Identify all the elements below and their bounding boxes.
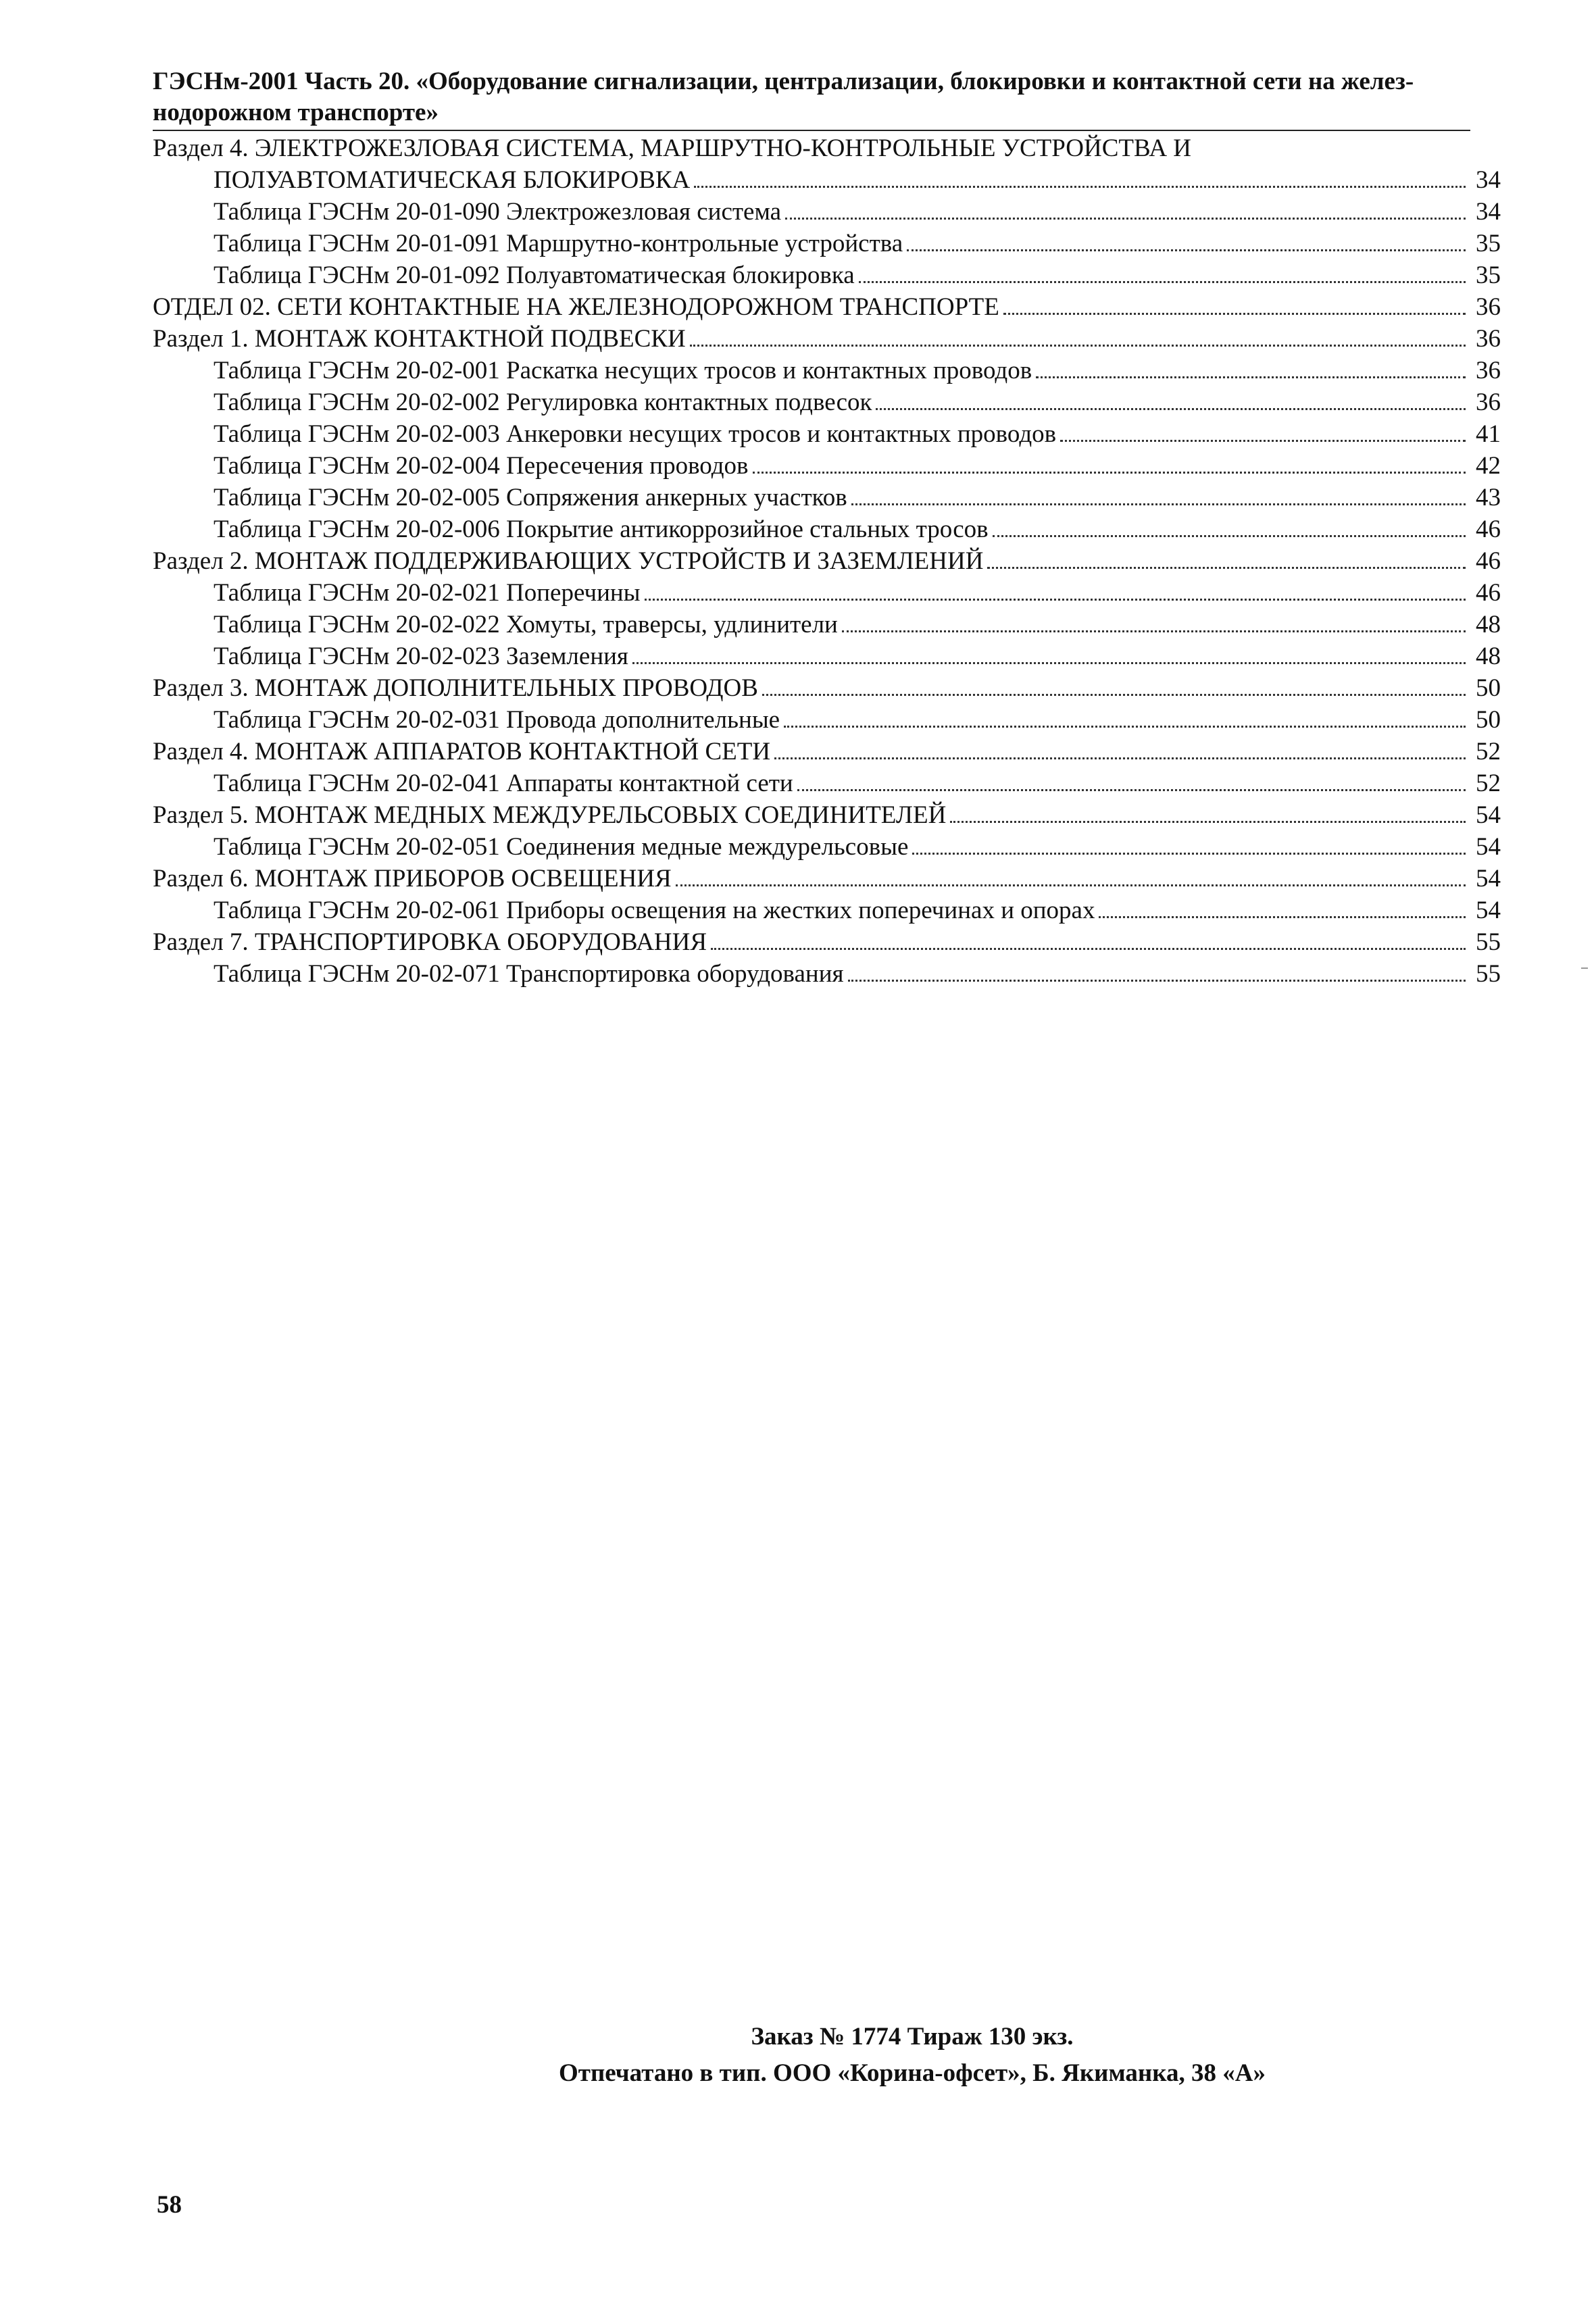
- toc-entry: [153, 704, 1501, 736]
- toc-entry-line: [153, 926, 1501, 958]
- toc-entry-line: [214, 482, 1501, 513]
- toc-entry: [153, 132, 1501, 164]
- toc-dot-leader: [907, 232, 1466, 251]
- toc-entry-line: [214, 768, 1501, 799]
- toc-entry: [153, 768, 1501, 799]
- imprint-order-line: Заказ № 1774 Тираж 130 экз.: [751, 2023, 1074, 2051]
- toc-entry-page: 52: [1476, 738, 1501, 765]
- toc-dot-leader: [842, 613, 1466, 632]
- toc-entry-title: Таблица ГЭСНм 20-02-022 Хомуты, траверсы, удлинители: [214, 611, 838, 638]
- toc-entry-line: [214, 895, 1501, 926]
- toc-entry-line: [214, 259, 1501, 291]
- toc-dot-leader: [797, 772, 1466, 791]
- page-number: 58: [157, 2191, 182, 2219]
- toc-entry-line: [214, 450, 1501, 482]
- toc-entry-line: [214, 577, 1501, 609]
- toc-dot-leader: [645, 581, 1466, 601]
- toc-entry-page: 50: [1476, 674, 1501, 702]
- toc-entry: [153, 545, 1501, 577]
- toc-entry-title: Таблица ГЭСНм 20-02-023 Заземления: [214, 643, 628, 670]
- toc-entry-page: 43: [1476, 484, 1501, 511]
- toc-dot-leader: [912, 835, 1466, 855]
- running-header-line-1: ГЭСНм-2001 Часть 20. «Оборудование сигнализации, централизации, блокировки и контактной сети на желез-: [153, 68, 1414, 95]
- toc-entry-title: Таблица ГЭСНм 20-02-031 Провода дополнительные: [214, 706, 780, 734]
- toc-dot-leader: [859, 263, 1466, 283]
- toc-entry-line: [214, 609, 1501, 640]
- toc-entry-line: [214, 513, 1501, 545]
- toc-entry: [153, 895, 1501, 926]
- toc-entry-page: 48: [1476, 643, 1501, 670]
- running-header: [153, 66, 1504, 128]
- toc-entry-page: 46: [1476, 515, 1501, 543]
- toc-dot-leader: [711, 930, 1466, 950]
- toc-entry-line: [153, 863, 1501, 895]
- toc-entry-line: [214, 704, 1501, 736]
- toc-entry-page: 52: [1476, 770, 1501, 797]
- toc-entry-page: 46: [1476, 579, 1501, 607]
- toc-entry: [153, 164, 1501, 196]
- toc-entry-page: 48: [1476, 611, 1501, 638]
- toc-entry-title: Таблица ГЭСНм 20-02-002 Регулировка контактных подвесок: [214, 388, 872, 416]
- toc-entry-line: [214, 640, 1501, 672]
- toc-entry-title: Таблица ГЭСНм 20-02-021 Поперечины: [214, 579, 641, 607]
- toc-entry-page: 46: [1476, 547, 1501, 575]
- toc-entry-title: Раздел 4. ЭЛЕКТРОЖЕЗЛОВАЯ СИСТЕМА, МАРШРУТНО-КОНТРОЛЬНЫЕ УСТРОЙСТВА И: [153, 134, 1192, 162]
- toc-entry: [153, 609, 1501, 640]
- toc-entry-page: 54: [1476, 897, 1501, 924]
- toc-entry-line: [214, 164, 1501, 196]
- header-divider: [153, 130, 1470, 131]
- toc-entry-title: ПОЛУАВТОМАТИЧЕСКАЯ БЛОКИРОВКА: [214, 166, 691, 194]
- toc-entry-line: [153, 799, 1501, 831]
- toc-entry-title: Таблица ГЭСНм 20-02-041 Аппараты контактной сети: [214, 770, 793, 797]
- toc-entry: [153, 831, 1501, 863]
- toc-entry-title: Раздел 1. МОНТАЖ КОНТАКТНОЙ ПОДВЕСКИ: [153, 325, 686, 353]
- toc-entry-page: 54: [1476, 865, 1501, 892]
- scan-edge-mark: [1581, 967, 1588, 969]
- toc-entry-page: 41: [1476, 420, 1501, 448]
- toc-entry-line: [214, 418, 1501, 450]
- toc-entry-line: [214, 831, 1501, 863]
- toc-entry-line: [153, 672, 1501, 704]
- toc-entry-title: Раздел 2. МОНТАЖ ПОДДЕРЖИВАЮЩИХ УСТРОЙСТВ И ЗАЗЕМЛЕНИЙ: [153, 547, 984, 575]
- toc-entry: [153, 513, 1501, 545]
- toc-entry-line: [153, 291, 1501, 323]
- toc-dot-leader: [1099, 899, 1466, 918]
- toc-entry-title: Таблица ГЭСНм 20-02-003 Анкеровки несущих тросов и контактных проводов: [214, 420, 1057, 448]
- toc-entry-page: 54: [1476, 833, 1501, 861]
- print-imprint: [473, 2019, 1351, 2092]
- toc-entry-title: Таблица ГЭСНм 20-02-004 Пересечения проводов: [214, 452, 749, 480]
- toc-dot-leader: [753, 454, 1466, 474]
- toc-entry: [153, 355, 1501, 386]
- toc-entry-title: Таблица ГЭСНм 20-02-061 Приборы освещения на жестких поперечинах и опорах: [214, 897, 1095, 924]
- toc-entry-line: [214, 355, 1501, 386]
- toc-dot-leader: [1036, 359, 1466, 378]
- toc-entry-line: [214, 958, 1501, 990]
- toc-entry-page: 55: [1476, 928, 1501, 956]
- toc-dot-leader: [848, 962, 1466, 982]
- running-header-line-2: нодорожном транспорте»: [153, 99, 439, 126]
- toc-dot-leader: [632, 645, 1466, 664]
- toc-entry: [153, 259, 1501, 291]
- toc-dot-leader: [993, 518, 1466, 537]
- toc-dot-leader: [851, 486, 1466, 505]
- toc-entry-line: [214, 196, 1501, 228]
- imprint-printer-line: Отпечатано в тип. ООО «Корина-офсет», Б. Якиманка, 38 «А»: [559, 2059, 1266, 2087]
- toc-entry-line: [153, 323, 1501, 355]
- toc-entry: [153, 450, 1501, 482]
- toc-entry-title: Раздел 7. ТРАНСПОРТИРОВКА ОБОРУДОВАНИЯ: [153, 928, 707, 956]
- toc-entry: [153, 482, 1501, 513]
- toc-entry-line: [153, 545, 1501, 577]
- toc-entry: [153, 418, 1501, 450]
- toc-dot-leader: [774, 740, 1466, 759]
- toc-entry-page: 36: [1476, 357, 1501, 384]
- toc-entry-title: Раздел 6. МОНТАЖ ПРИБОРОВ ОСВЕЩЕНИЯ: [153, 865, 672, 892]
- toc-entry-line: [214, 386, 1501, 418]
- toc-dot-leader: [676, 867, 1466, 886]
- toc-entry-title: Таблица ГЭСНм 20-02-005 Сопряжения анкерных участков: [214, 484, 847, 511]
- toc-entry-line: [214, 228, 1501, 259]
- toc-entry-line: [153, 132, 1501, 164]
- toc-entry-title: ОТДЕЛ 02. СЕТИ КОНТАКТНЫЕ НА ЖЕЛЕЗНОДОРОЖНОМ ТРАНСПОРТЕ: [153, 293, 999, 321]
- toc-entry: [153, 577, 1501, 609]
- toc-entry-title: Раздел 5. МОНТАЖ МЕДНЫХ МЕЖДУРЕЛЬСОВЫХ СОЕДИНИТЕЛЕЙ: [153, 801, 947, 829]
- toc-entry: [153, 799, 1501, 831]
- toc-dot-leader: [762, 676, 1466, 696]
- toc-dot-leader: [876, 391, 1466, 410]
- toc-entry-title: Таблица ГЭСНм 20-02-071 Транспортировка оборудования: [214, 960, 844, 988]
- toc-dot-leader: [1003, 295, 1466, 315]
- toc-dot-leader: [950, 803, 1466, 823]
- toc-dot-leader: [690, 327, 1466, 347]
- toc-entry-title: Таблица ГЭСНм 20-02-001 Раскатка несущих тросов и контактных проводов: [214, 357, 1032, 384]
- toc-entry-page: 50: [1476, 706, 1501, 734]
- toc-dot-leader: [785, 200, 1466, 220]
- toc-entry-title: Раздел 4. МОНТАЖ АППАРАТОВ КОНТАКТНОЙ СЕТИ: [153, 738, 771, 765]
- toc-entry-title: Таблица ГЭСНм 20-02-051 Соединения медные междурельсовые: [214, 833, 909, 861]
- toc-entry-page: 34: [1476, 198, 1501, 226]
- toc-entry: [153, 672, 1501, 704]
- toc-entry: [153, 736, 1501, 768]
- toc-entry-title: Раздел 3. МОНТАЖ ДОПОЛНИТЕЛЬНЫХ ПРОВОДОВ: [153, 674, 758, 702]
- toc-entry-title: Таблица ГЭСНм 20-01-090 Электрожезловая система: [214, 198, 782, 226]
- toc-entry-line: [153, 736, 1501, 768]
- toc-entry-page: 36: [1476, 388, 1501, 416]
- table-of-contents: [153, 132, 1501, 990]
- toc-entry: [153, 386, 1501, 418]
- toc-entry: [153, 291, 1501, 323]
- toc-entry-page: 34: [1476, 166, 1501, 194]
- toc-entry-page: 36: [1476, 325, 1501, 353]
- toc-entry-page: 54: [1476, 801, 1501, 829]
- toc-dot-leader: [1060, 422, 1466, 442]
- toc-entry: [153, 640, 1501, 672]
- toc-entry-page: 42: [1476, 452, 1501, 480]
- toc-entry-page: 35: [1476, 261, 1501, 289]
- toc-dot-leader: [784, 708, 1466, 728]
- toc-entry-title: Таблица ГЭСНм 20-01-091 Маршрутно-контрольные устройства: [214, 230, 903, 257]
- toc-dot-leader: [987, 549, 1466, 569]
- toc-entry: [153, 228, 1501, 259]
- toc-entry: [153, 863, 1501, 895]
- toc-entry: [153, 958, 1501, 990]
- toc-entry-title: Таблица ГЭСНм 20-01-092 Полуавтоматическая блокировка: [214, 261, 855, 289]
- toc-entry: [153, 926, 1501, 958]
- toc-entry-title: Таблица ГЭСНм 20-02-006 Покрытие антикоррозийное стальных тросов: [214, 515, 989, 543]
- toc-entry-page: 35: [1476, 230, 1501, 257]
- toc-entry: [153, 323, 1501, 355]
- toc-entry-page: 36: [1476, 293, 1501, 321]
- toc-entry: [153, 196, 1501, 228]
- toc-dot-leader: [694, 168, 1466, 188]
- toc-entry-page: 55: [1476, 960, 1501, 988]
